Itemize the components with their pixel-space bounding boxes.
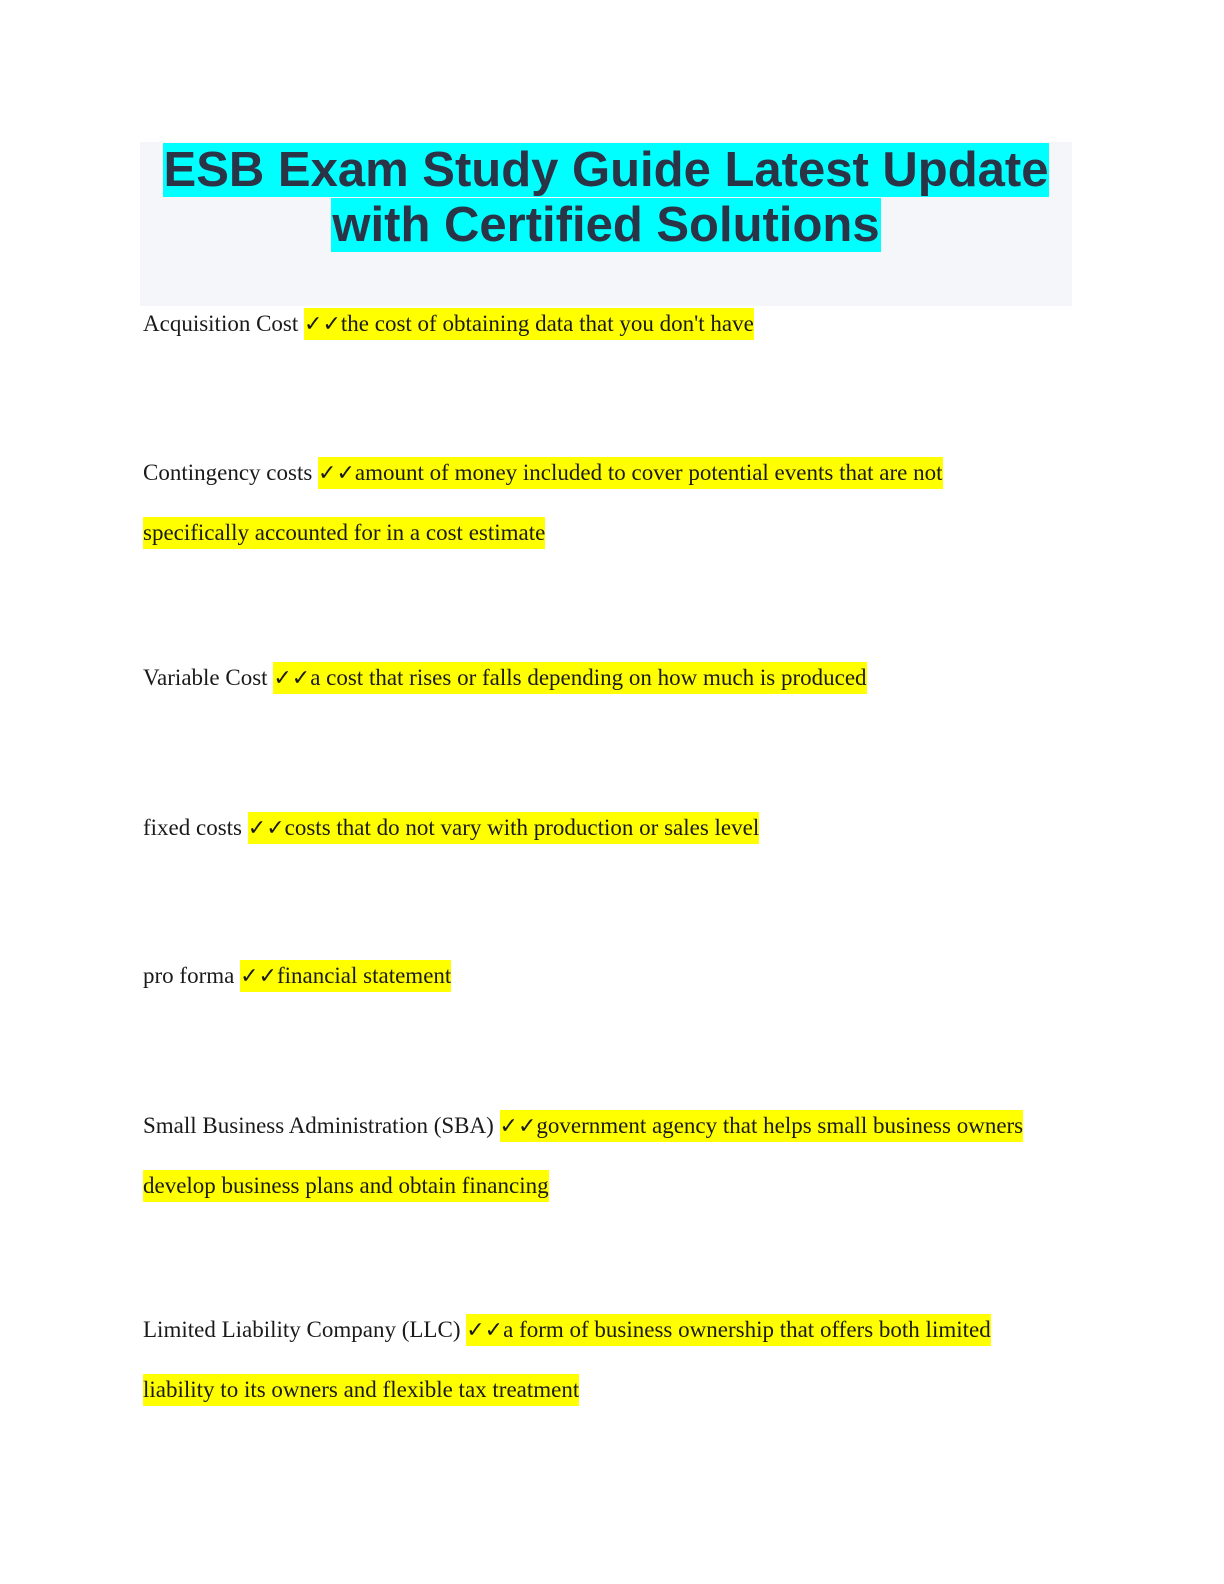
term: Limited Liability Company (LLC) (143, 1317, 461, 1342)
term: pro forma (143, 963, 235, 988)
entry-sba-cont (143, 1171, 549, 1201)
check-mark-icon: ✓✓ (318, 461, 355, 486)
check-mark-icon: ✓✓ (466, 1318, 504, 1343)
title-line-2 (140, 197, 1072, 253)
title-box (140, 142, 1072, 306)
definition-highlight (248, 812, 759, 844)
definition: amount of money included to cover potential events that are not (354, 460, 943, 485)
definition: liability to its owners and flexible tax treatment (143, 1374, 579, 1406)
definition: a form of business ownership that offers both limited (503, 1317, 991, 1342)
definition-highlight (240, 960, 451, 992)
entry-llc-cont (143, 1375, 579, 1405)
term: Acquisition Cost (143, 311, 299, 336)
entry-variable-cost (143, 663, 867, 694)
entry-acquisition-cost (143, 309, 754, 340)
definition: specifically accounted for in a cost estimate (143, 517, 545, 549)
definition: costs that do not vary with production or sales level (284, 815, 760, 840)
definition-highlight (500, 1110, 1024, 1142)
term: Small Business Administration (SBA) (143, 1113, 494, 1138)
check-mark-icon: ✓✓ (304, 312, 341, 337)
definition: a cost that rises or falls depending on how much is produced (310, 665, 867, 690)
check-mark-icon: ✓✓ (247, 816, 285, 841)
definition: the cost of obtaining data that you don't have (340, 311, 754, 336)
title-text-2: with Certified Solutions (332, 198, 880, 252)
definition-highlight (304, 308, 754, 340)
definition: government agency that helps small business owners (536, 1113, 1024, 1138)
definition: financial statement (276, 963, 452, 988)
term: Contingency costs (143, 460, 313, 485)
definition-highlight (318, 457, 942, 489)
entry-sba (143, 1111, 1023, 1142)
definition: develop business plans and obtain financing (143, 1170, 549, 1202)
title-text-1: ESB Exam Study Guide Latest Update (163, 143, 1049, 197)
term: fixed costs (143, 815, 243, 840)
entry-fixed-costs (143, 813, 759, 844)
check-mark-icon: ✓✓ (240, 964, 277, 989)
definition-highlight (466, 1314, 990, 1346)
entry-contingency-costs-cont (143, 518, 545, 548)
entry-contingency-costs (143, 458, 943, 489)
term: Variable Cost (143, 665, 268, 690)
check-mark-icon: ✓✓ (499, 1114, 537, 1139)
definition-highlight (273, 662, 866, 694)
entry-llc (143, 1315, 991, 1346)
check-mark-icon: ✓✓ (273, 666, 311, 691)
entry-pro-forma (143, 961, 451, 992)
title-line-1 (140, 142, 1072, 198)
